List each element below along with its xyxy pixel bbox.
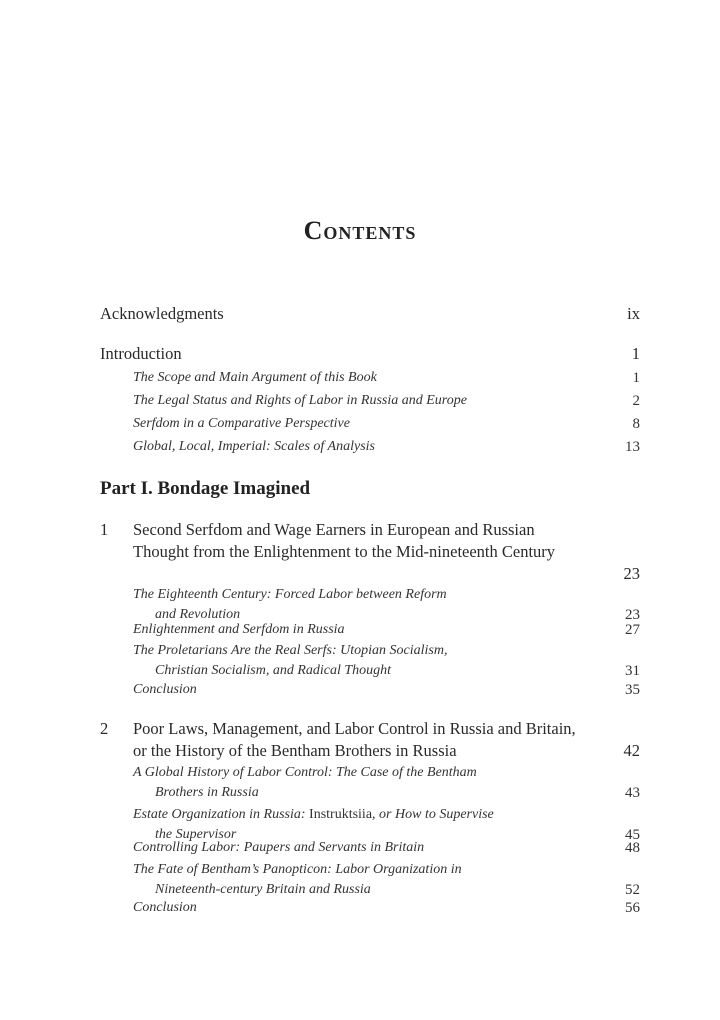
part-heading: Part I. Bondage Imagined <box>100 478 311 499</box>
toc-subentry[interactable] <box>133 860 640 900</box>
page-title: Contents <box>303 216 417 245</box>
subentry-label: Controlling Labor: Paupers and Servants in Britain <box>133 840 425 855</box>
toc-subentry[interactable] <box>133 898 640 918</box>
chapter-number: 2 <box>100 719 109 738</box>
subentry-label-cont: the Supervisor <box>155 827 237 842</box>
page-number: 1 <box>631 344 640 363</box>
subentry-label: A Global History of Labor Control: The Case of the Bentham <box>133 765 477 780</box>
toc-subentry[interactable] <box>133 620 640 640</box>
page-number: 1 <box>632 370 640 386</box>
page-number: 35 <box>625 682 640 698</box>
subentry-label: Serfdom in a Comparative Perspective <box>133 416 350 431</box>
subentry-label-term: Instruktsiia <box>309 807 373 822</box>
toc-subentry[interactable] <box>133 391 640 411</box>
page-number: 31 <box>625 663 640 679</box>
page-number: 23 <box>625 607 640 623</box>
subentry-label: The Scope and Main Argument of this Book <box>133 370 377 385</box>
toc-subentry[interactable] <box>133 437 640 457</box>
toc-entry-acknowledgments[interactable] <box>100 303 640 325</box>
entry-label: Introduction <box>100 344 182 363</box>
subentry-label: Conclusion <box>133 682 197 697</box>
entry-label: Acknowledgments <box>100 304 224 323</box>
subentry-label-cont: Nineteenth-century Britain and Russia <box>155 882 371 897</box>
chapter-number: 1 <box>100 520 109 539</box>
page-number: 27 <box>625 622 640 638</box>
page-number: ix <box>627 304 640 323</box>
page-number: 13 <box>625 439 640 455</box>
toc-chapter-2[interactable] <box>100 718 640 762</box>
page-number: 52 <box>625 882 640 898</box>
page-number: 2 <box>632 393 640 409</box>
subentry-label: Conclusion <box>133 900 197 915</box>
toc-entry-introduction[interactable] <box>100 343 640 365</box>
page-number: 42 <box>623 741 640 760</box>
subentry-label-cont: Christian Socialism, and Radical Thought <box>155 663 392 678</box>
toc-chapter-1[interactable] <box>100 519 640 585</box>
toc-subentry[interactable] <box>133 368 640 388</box>
toc-subentry[interactable] <box>133 585 640 625</box>
subentry-label: The Proletarians Are the Real Serfs: Utopian Socialism, <box>133 643 448 658</box>
page-number: 56 <box>625 900 640 916</box>
toc-subentry[interactable] <box>133 680 640 700</box>
chapter-title: Poor Laws, Management, and Labor Control in Russia and Britain, or the History of the Bentham Brothers in Russia <box>133 719 576 760</box>
subentry-label: The Fate of Bentham’s Panopticon: Labor Organization in <box>133 862 462 877</box>
toc-subentry[interactable] <box>133 641 640 681</box>
page-number: 45 <box>625 827 640 843</box>
subentry-label: The Legal Status and Rights of Labor in Russia and Europe <box>133 393 467 408</box>
page-number: 48 <box>625 840 640 856</box>
subentry-label-cont: and Revolution <box>155 607 241 622</box>
subentry-label: , or How to Supervise <box>372 807 494 822</box>
subentry-label: Enlightenment and Serfdom in Russia <box>133 622 345 637</box>
toc-subentry[interactable] <box>133 838 640 858</box>
page-number: 23 <box>623 564 640 583</box>
subentry-label: Global, Local, Imperial: Scales of Analysis <box>133 439 375 454</box>
subentry-label: The Eighteenth Century: Forced Labor between Reform <box>133 587 447 602</box>
toc-subentry[interactable] <box>133 414 640 434</box>
toc-subentry[interactable] <box>133 763 640 803</box>
page-number: 43 <box>625 785 640 801</box>
subentry-label: Estate Organization in Russia: <box>133 807 310 822</box>
page-number: 8 <box>632 416 640 432</box>
subentry-label-cont: Brothers in Russia <box>155 785 259 800</box>
chapter-title: Second Serfdom and Wage Earners in European and Russian Thought from the Enlightenment to the Mid-nineteenth Century <box>133 520 556 561</box>
